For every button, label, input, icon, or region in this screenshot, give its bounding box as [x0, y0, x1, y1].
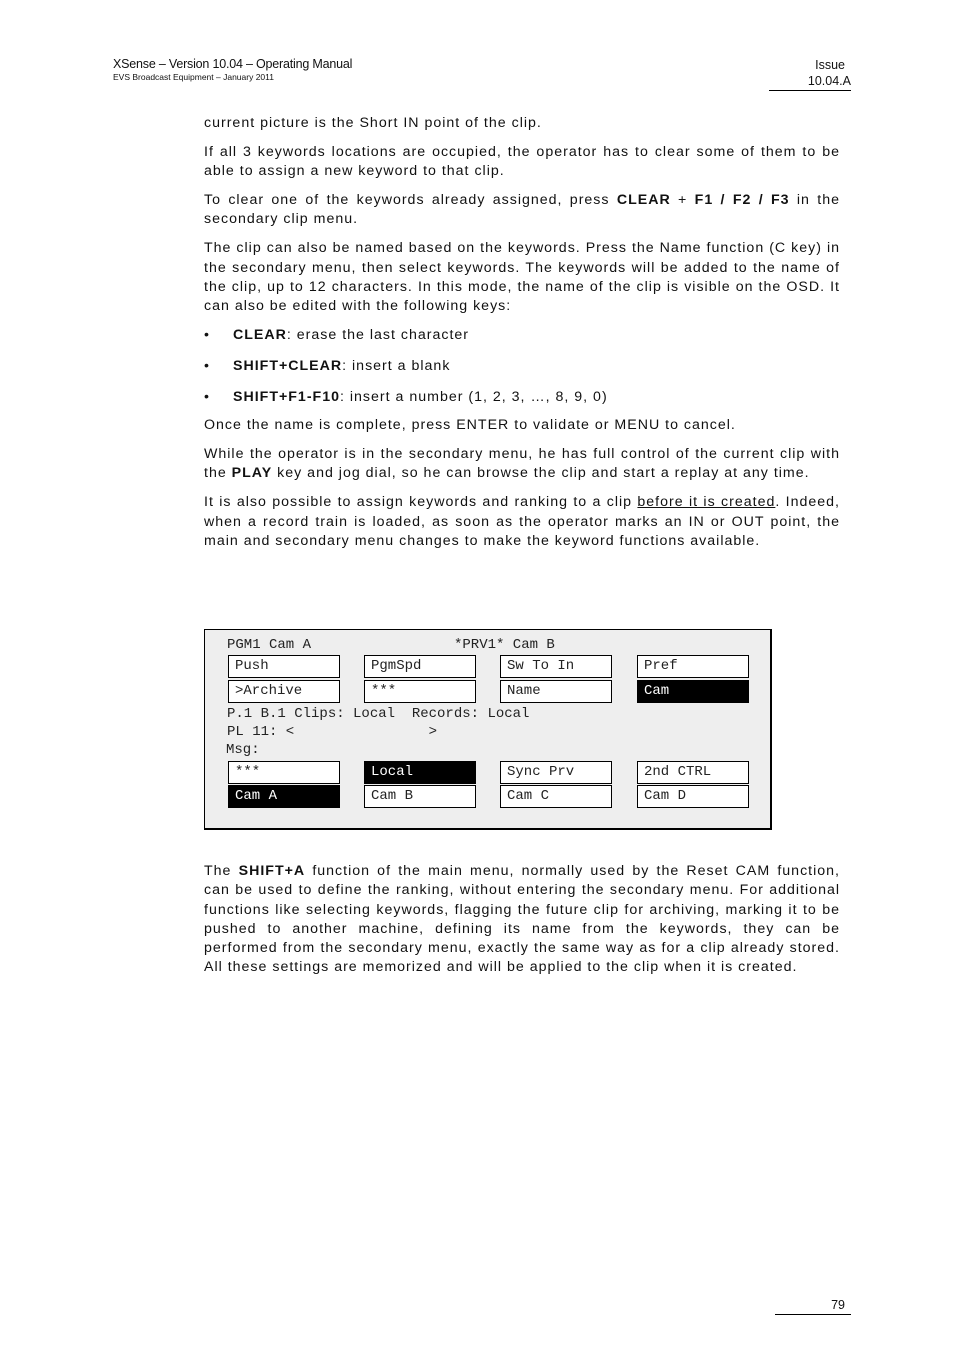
bullet-icon: •	[204, 357, 210, 374]
osd-box-archive: >Archive	[228, 680, 340, 703]
osd-pgm-label: PGM1 Cam A	[227, 637, 312, 653]
osd-status-line: P.1 B.1 Clips: Local Records: Local	[227, 706, 530, 722]
osd-box-2nd-ctrl: 2nd CTRL	[637, 761, 749, 784]
document-title: XSense – Version 10.04 – Operating Manual	[113, 57, 353, 71]
list-item: • SHIFT+CLEAR: insert a blank	[204, 357, 840, 376]
osd-prv-label: *PRV1* Cam B	[454, 637, 555, 653]
page-number: 79	[775, 1297, 851, 1315]
osd-box-cam-d: Cam D	[637, 785, 749, 808]
paragraph: To clear one of the keywords already assigned, press CLEAR + F1 / F2 / F3 in the secondary clip menu.	[204, 192, 840, 228]
osd-box-rating: ***	[364, 680, 476, 703]
list-item: • CLEAR: erase the last character	[204, 326, 840, 345]
osd-box-sync-prv: Sync Prv	[500, 761, 612, 784]
paragraph: The SHIFT+A function of the main menu, normally used by the Reset CAM function, can be used to define the ranking, without entering the secondary menu. For additional functions like selecting keywords, flagging the future clip for archiving, marking it to be pushed to another machine, defining its name from the keywords, they can be performed from the secondary menu, exactly the same way as for a clip already stored. All these settings are memorized and will be applied to the clip when it is created.	[204, 863, 840, 976]
osd-box-push: Push	[228, 655, 340, 678]
paragraph: It is also possible to assign keywords and ranking to a clip before it is created. Indeed, when a record train is loaded, as soon as the operator marks an IN or OUT point, the main and secondary menu changes to make the keyword functions available.	[204, 494, 840, 549]
body-text	[204, 114, 840, 561]
paragraph: If all 3 keywords locations are occupied, the operator has to clear some of them to be able to assign a new keyword to that clip.	[204, 143, 840, 180]
bullet-icon: •	[204, 388, 210, 405]
osd-box-sw-to-in: Sw To In	[500, 655, 612, 678]
body-text-after-osd	[204, 862, 840, 978]
paragraph: The clip can also be named based on the keywords. Press the Name function (C key) in the secondary menu, then select keywords. The keywords will be added to the name of the clip, up to 12 characters. In this mode, the name of the clip is visible on the OSD. It can also be edited with the following keys:	[204, 240, 840, 315]
list-item: • SHIFT+F1-F10: insert a number (1, 2, 3, …, 8, 9, 0)	[204, 388, 840, 407]
osd-msg-line: Msg:	[226, 742, 260, 758]
paragraph: current picture is the Short IN point of the clip.	[204, 115, 542, 131]
issue-label: Issue	[815, 58, 845, 72]
osd-screen	[204, 629, 772, 830]
osd-playlist-line: PL 11: < >	[227, 724, 438, 740]
osd-box-pgmspd: PgmSpd	[364, 655, 476, 678]
paragraph: Once the name is complete, press ENTER to validate or MENU to cancel.	[204, 417, 736, 434]
osd-box-cam-b: Cam B	[364, 785, 476, 808]
osd-box-name: Name	[500, 680, 612, 703]
page-header	[113, 57, 352, 82]
osd-box-cam-selected: Cam	[637, 680, 749, 703]
issue-value: 10.04.A	[807, 74, 851, 88]
paragraph: While the operator is in the secondary menu, he has full control of the current clip with the PLAY key and jog dial, so he can browse the clip and start a replay at any time.	[204, 446, 840, 482]
osd-box-cam-a-selected: Cam A	[228, 785, 340, 808]
osd-box-pref: Pref	[637, 655, 749, 678]
document-subtitle: EVS Broadcast Equipment – January 2011	[113, 72, 274, 82]
osd-box-local-selected: Local	[364, 761, 476, 784]
osd-box-rating-2: ***	[228, 761, 340, 784]
osd-box-cam-c: Cam C	[500, 785, 612, 808]
issue-block	[769, 57, 851, 91]
bullet-icon: •	[204, 327, 210, 344]
